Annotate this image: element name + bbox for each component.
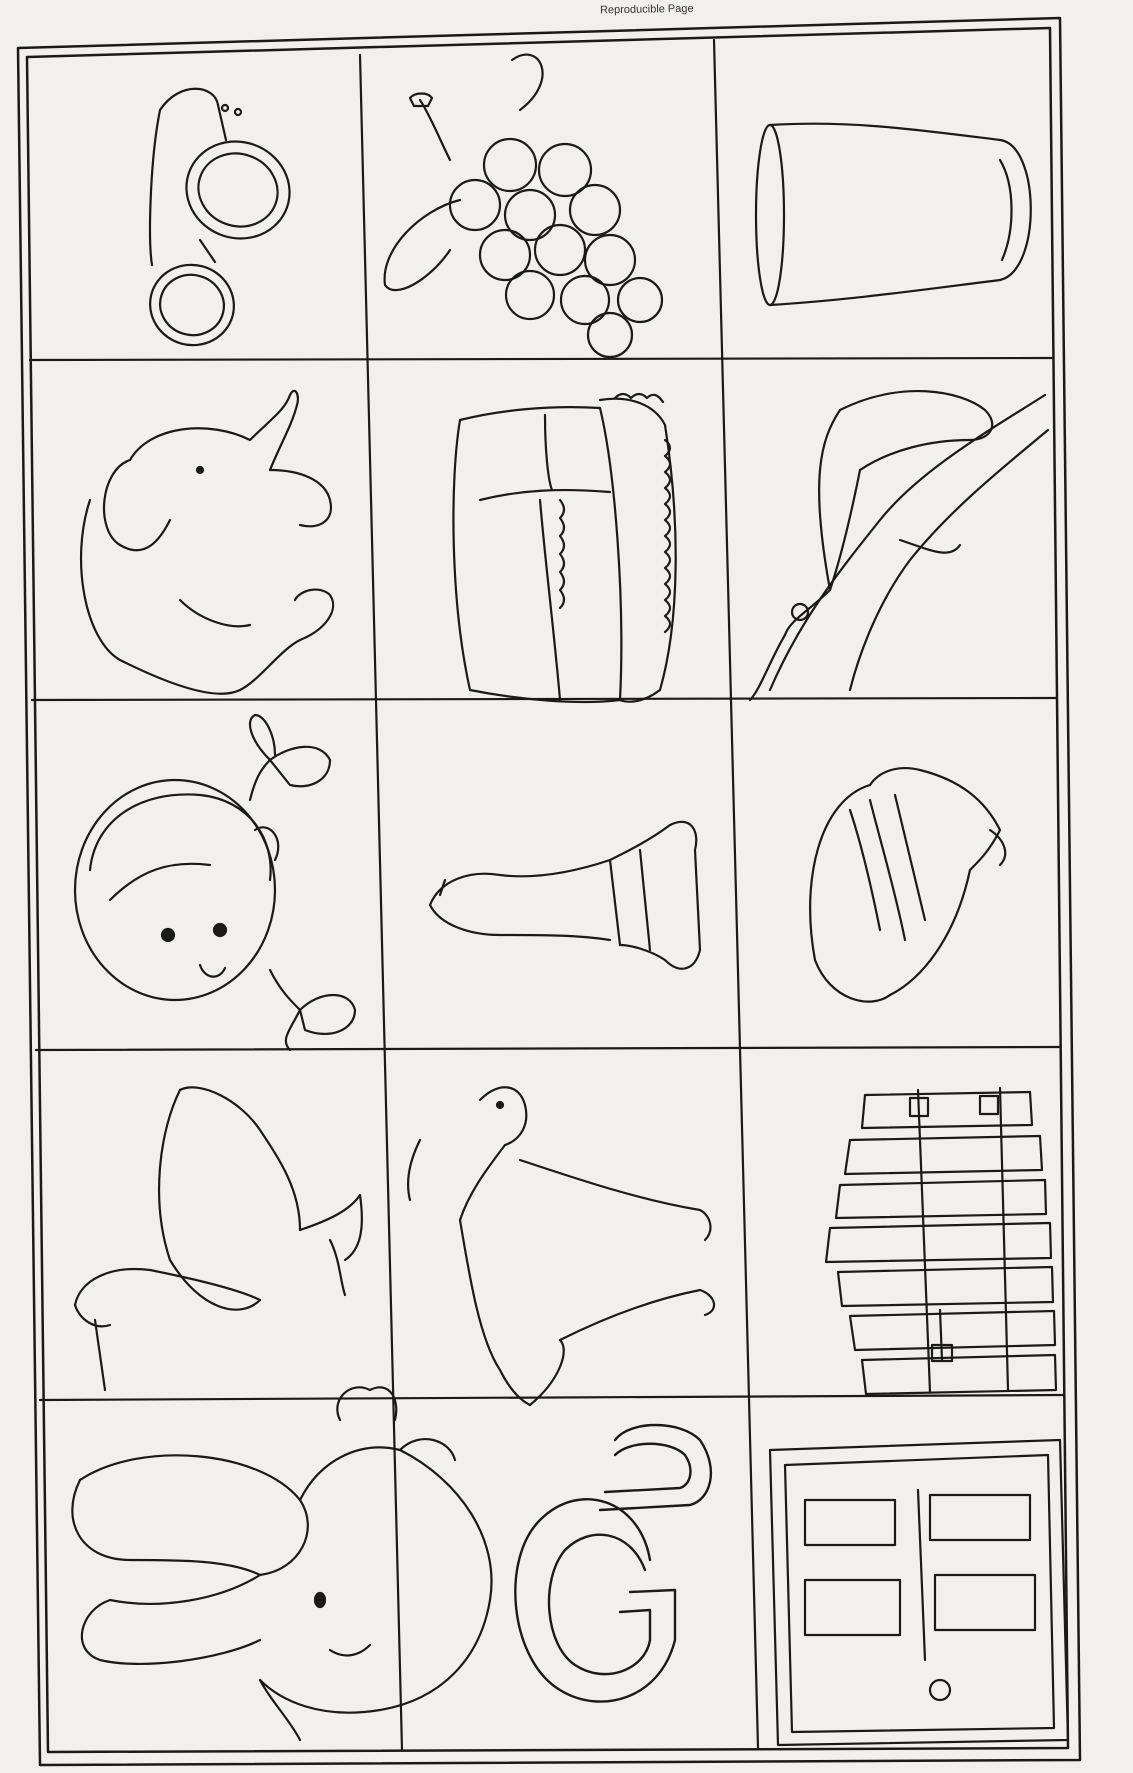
elephant-icon bbox=[81, 391, 333, 694]
goose-icon bbox=[75, 1087, 362, 1390]
candle-icon bbox=[430, 822, 700, 969]
grid-lines bbox=[30, 40, 1063, 1750]
cake-icon bbox=[453, 394, 675, 702]
puppy-icon bbox=[72, 1387, 491, 1740]
grasshopper-icon bbox=[750, 391, 1048, 700]
goat-icon bbox=[408, 1087, 714, 1405]
gate-icon bbox=[826, 1088, 1056, 1394]
letter-g-outline bbox=[515, 1425, 711, 1702]
girl-icon bbox=[75, 715, 355, 1050]
garage-door-icon bbox=[770, 1440, 1068, 1745]
gravy-boat-icon bbox=[810, 768, 1005, 1001]
page-header-text: Reproducible Page bbox=[599, 2, 694, 17]
grapes-icon bbox=[385, 55, 662, 357]
glass-icon bbox=[756, 124, 1031, 305]
goggles-icon bbox=[141, 89, 303, 355]
